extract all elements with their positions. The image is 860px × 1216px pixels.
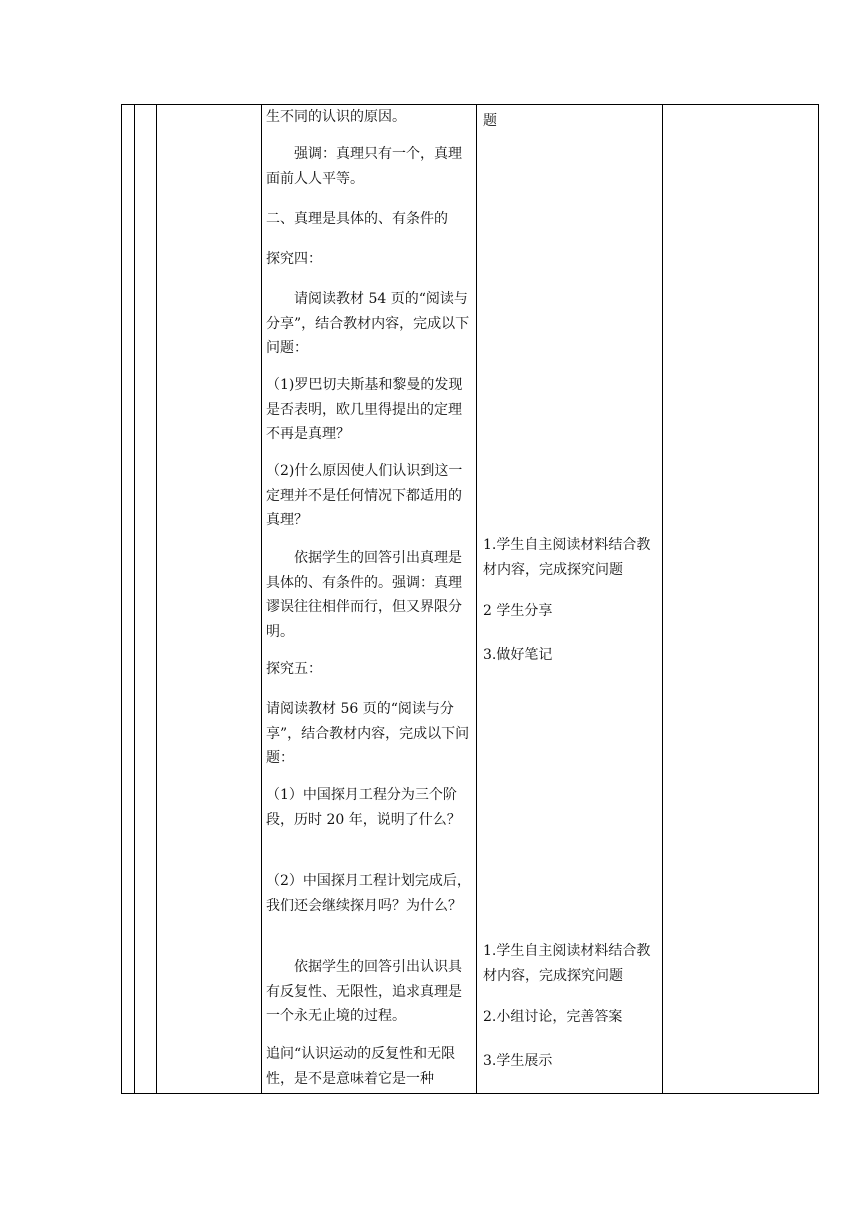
paragraph: 探究四： [266,251,322,267]
lesson-plan-table [121,104,819,1094]
paragraph: （2)什么原因使人们认识到这一定理并不是任何情况下都适用的真理？ [266,463,463,528]
paragraph: 3.做好笔记 [483,647,553,663]
paragraph: （1）中国探月工程分为三个阶段，历时 20 年，说明了什么？ [266,787,461,828]
paragraph: 2 学生分享 [483,603,553,619]
paragraph: （1)罗巴切夫斯基和黎曼的发现是否表明，欧几里得提出的定理不再是真理？ [266,377,463,442]
paragraph: 强调：真理只有一个，真理面前人人平等。 [266,146,462,187]
paragraph: （2）中国探月工程计划完成后，我们还会继续探月吗？为什么？ [266,873,471,914]
paragraph: 2.小组讨论，完善答案 [483,1009,623,1025]
column-divider [156,105,157,1093]
paragraph: 依据学生的回答引出认识具有反复性、无限性，追求真理是一个永无止境的过程。 [266,959,462,1024]
paragraph: 请阅读教材 54 页的“阅读与分享”，结合教材内容，完成以下问题： [266,291,470,356]
paragraph: 请阅读教材 56 页的“阅读与分享”，结合教材内容，完成以下问题： [266,701,470,766]
student-activity-cell [476,105,662,1093]
column-divider [134,105,135,1093]
paragraph: 1.学生自主阅读材料结合教材内容，完成探究问题 [483,943,651,984]
column-divider [662,105,663,1093]
paragraph: 3.学生展示 [483,1053,553,1069]
teacher-activity-cell [261,105,476,1093]
paragraph: 追问“认识运动的反复性和无限性，是不是意味着它是一种 [266,1046,456,1087]
paragraph: 题 [483,113,497,129]
paragraph: 生不同的认识的原因。 [266,109,406,125]
paragraph: 探究五： [266,661,322,677]
paragraph: 1.学生自主阅读材料结合教材内容，完成探究问题 [483,537,651,578]
paragraph: 二、真理是具体的、有条件的 [266,211,448,227]
paragraph: 依据学生的回答引出真理是具体的、有条件的。强调：真理谬误往往相伴而行，但又界限分明。 [266,550,462,640]
